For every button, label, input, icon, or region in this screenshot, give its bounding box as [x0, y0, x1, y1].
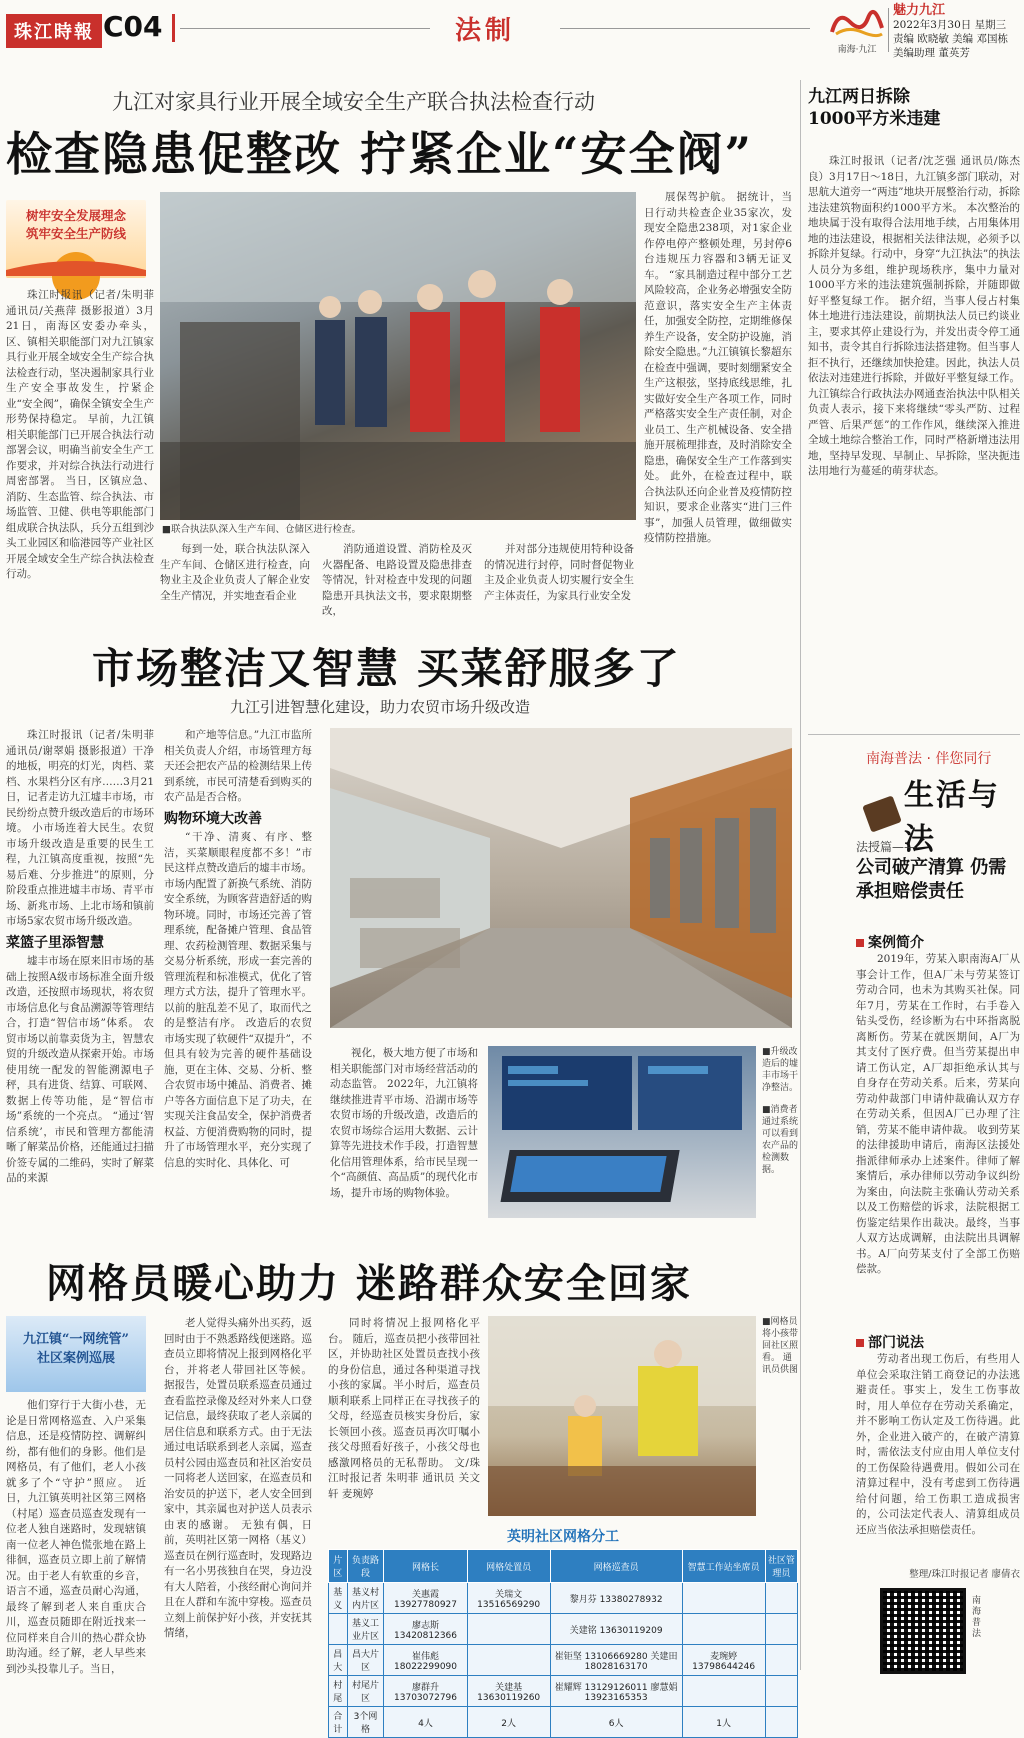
article1-photo — [160, 192, 636, 520]
brand-logo-icon — [828, 8, 886, 38]
article2-column3 — [330, 1046, 478, 1218]
article2-col2b-text: “干净、清爽、有序、整洁，买菜顺眼程度都不多！”市民这样点赞改造后的墟丰市场。市场内配置了新换气系统、消防安全系统，为顾客营造舒适的购物环境。同时，市场还完善了管理系统，配备摊户管理、食品管理、农药检测管理、数据采集与交易分析系统，形成一套完善的管理流程和标准模式，优化了管理方式方法，提升了管理水平。以前的脏乱差不见了，取而代之的是整洁有序。 改造后的农贸市场实现了软硬件“双提升”，不但具有较为完善的硬件基础设施，更在主体、交易、分析、整合农贸市场中摊品、消费者、摊户等各方面信息下足了功夫，在实现关注食品安全，保护消费者权益、方便消费购物的同时，提升了市场管理水平，充分实现了信息的实时化、具体化、可 — [164, 831, 312, 1169]
article3-col1-text: 他们穿行于大街小巷，无论是日常网格巡查、入户采集信息，还是疫情防控、调解纠纷，都有他们的身影。他们是网格员，有了他们，老人小孩就多了个“守护”照应。 近日，九江镇英明社区第三网格（村尾）巡查员巡查发现有一位老人独自迷路时，发现辖镇南一位老人神色慌张地在路上徘徊，巡查员立即上前了解情况。由于老人有软重的乡音，语言不通，巡查员耐心沟通，最终了解到老人来自重庆合川，巡查员随即在附近找来一位同样来自合川的热心群众协助沟通。经了解，老人早些来到沙头投靠儿子。当日， — [6, 1399, 146, 1675]
article1-strip2 — [322, 542, 472, 617]
article2-col2-text: 和产地等信息。”九江市监所相关负责人介绍，市场管理方每天还会把农产品的检测结果上传到系统，市民可清楚看到购买的农产品是否合格。 — [164, 729, 312, 803]
sidebar2-category: 法授篇—— — [856, 840, 917, 854]
proof-line: 美编助理 董英芳 — [893, 47, 970, 59]
article1-strip3-text: 并对部分违规使用特种设备的情况进行封停，同时督促物业主及企业负责人切实履行安全生产主体责任，为家具行业安全发 — [484, 543, 634, 602]
qr-label: 南海普法 — [972, 1596, 982, 1639]
safety-campaign-logo — [6, 200, 146, 278]
newspaper-logo: 珠江時報 — [6, 14, 102, 48]
page-number: C04 — [103, 10, 163, 43]
table-cell: 4人 — [384, 1707, 467, 1738]
sidebar-divider — [800, 80, 801, 1670]
article2-column2 — [164, 728, 312, 1218]
table-row — [329, 1583, 798, 1614]
table-cell: 基义村内片区 — [347, 1583, 384, 1614]
header-rule-left — [180, 28, 430, 29]
article3-headline: 网格员暖心助力 迷路群众安全回家 — [46, 1260, 692, 1307]
article3-photo — [488, 1316, 756, 1516]
campaign-logo-line1: 树牢安全发展理念 — [25, 208, 126, 223]
header-divider-2 — [888, 8, 889, 52]
article2-market-photo — [330, 728, 792, 1028]
column-title-text: 生活与法 — [903, 778, 1000, 857]
issue-date: 2022年3月30日 星期三 — [893, 19, 1007, 31]
article2-kicker: 九江引进智慧化建设，助力农贸市场升级改造 — [230, 698, 531, 716]
article1-strip2-text: 消防通道设置、消防栓及灭火器配备、电路设置及隐患排查等情况，针对检查中发现的问题隐患开具执法文书，要求限期整改， — [322, 543, 472, 617]
table-cell: 崔钜坚 13106669280 关建田 18028163170 — [550, 1645, 682, 1676]
table-header-cell: 智慧工作站坐席员 — [682, 1550, 765, 1583]
table-cell — [765, 1707, 797, 1738]
editor-line: 责编 欧晓敏 美编 邓国栋 — [893, 33, 1009, 45]
case-heading-text: 案例简介 — [868, 935, 924, 951]
article3-column3 — [328, 1316, 480, 1520]
case-bullet-icon — [856, 939, 864, 947]
article1-caption: ■联合执法队深入生产车间、仓储区进行检查。 — [162, 524, 361, 535]
article1-colright-text: 展保驾护航。 据统计，当日行动共检查企业35家次，发现安全隐患238项，对1家企业作停电停产整顿处理，另封停6台违规压力容器和3辆无证叉车。 “家具制造过程中部分工艺风险较高，企业务必增强安全防范意识，落实安全生产主体责任，加强安全防控，定期维修保养生产设备，安全防护设施，消除安全隐患。”九江镇镇长黎超东在检查中强调，要时刻绷紧安全生产这根弦，坚持底线思维，扎实做好安全生产各项工作，同时严格落实安全生产责任制，对企业员工、生产机械设备、安全措施开展梳理排查，及时消除安全隐患，确保安全生产工作落到实处。 此外，在检查过程中，联合执法队还向企业普及疫情防控知识，要求企业落实“进门三件事”，加强人员管理，做细做实疫情防控措施。 — [644, 191, 792, 544]
article3-photo-caption: ■网格员将小孩带回社区照看。 通讯员供图 — [762, 1317, 799, 1375]
article2-col3-text: 视化，极大地方便了市场和相关职能部门对市场经营活动的动态监管。 2022年，九江镇将继续推进青平市场、沿湖市场等农贸市场的升级改造，改造后的农贸市场综合运用大数据、云计算等先进技术作手段，打造智慧化信用管理体系，给市民呈现一个“高颜值、高品质”的现代化市场，提升市场的购物体验。 — [330, 1047, 478, 1199]
grid-management-logo — [6, 1316, 146, 1392]
gavel-icon — [862, 795, 902, 832]
dept-bullet-icon — [856, 1339, 864, 1347]
table-cell: 基义工业片区 — [347, 1614, 384, 1645]
article2-col1-text: 珠江时报讯（记者/朱明菲 通讯员/谢翠娟 摄影报道）干净的地板，明亮的灯光，肉档、菜档、水果档分区有序……3月21日，记者走访九江墟丰市场，市民纷纷点赞升级改造后的市场环境。 小市场连着大民生。农贸市场升级改造是重要的民生工程，九江镇高度重视，按照“先易后难、分步推进”的原则，分阶段重点推进墟丰市场、青平市场、新兆市场、上北市场和镇前市场5家农贸市场升级改造。 — [6, 729, 154, 927]
sidebar2-headline: 公司破产清算 仍需承担赔偿责任 — [856, 857, 1007, 902]
article2-headline: 市场整洁又智慧 买菜舒服多了 — [92, 644, 681, 693]
sidebar2-case-heading — [856, 932, 924, 952]
sidebar1-bottom-rule — [808, 734, 1020, 735]
article2-screen-photo — [488, 1046, 756, 1218]
date-block — [893, 4, 1021, 60]
brand-mark — [828, 8, 886, 55]
table-cell — [329, 1614, 348, 1645]
article2-photo-caption1: ■升级改造后的墟丰市场干净整洁。 — [762, 1047, 799, 1093]
sidebar2-dept-heading — [856, 1332, 924, 1352]
table-cell: 村尾 — [329, 1676, 348, 1707]
table-cell — [765, 1645, 797, 1676]
article1-col1-text: 珠江时报讯（记者/朱明菲 通讯员/关燕萍 摄影报道）3月21日，南海区安委办牵头，区、镇相关职能部门对九江镇家具行业开展全域安全生产综合执法检查行动，坚决遏制家具行业生产安全事故发生，拧紧企业“安全阀”，确保全镇安全生产形势保持稳定。 早前，九江镇相关职能部门已开展合执法行动部署会议，明确当前安全生产工作要求，并对综合执法行动进行周密部署。 当日，区镇应急、消防、生态监管、综合执法、市场监管、卫健、供电等职能部门组成联合执法队，兵分五组到沙头工业园区和临港园等产业社区开展全域安全生产综合执法检查行动。 — [6, 289, 154, 580]
table-cell: 1人 — [682, 1707, 765, 1738]
sidebar2-byline: 整理/珠江时报记者 廖倩衣 — [909, 1569, 1020, 1580]
table-cell: 昌大 — [329, 1645, 348, 1676]
table-cell — [765, 1676, 797, 1707]
sidebar1-text: 珠江时报讯（记者/沈芝强 通讯员/陈杰良）3月17日～18日，九江镇多部门联动，对思航大道旁一“两违”地块开展整治行动，拆除违法建筑物面积约1000平方米。 本次整治的地块属于没有取得合法用地手续，占用集体用地的违法建设，根据相关法律法规，必须予以拆除并复绿。行动中，身穿“九江执法”的执法人员分为多组，维护现场秩序，集中力量对1000平方米的违法建筑强制拆除，并随即做好平整复绿工作。 据介绍，当事人侵占村集体土地进行违法建设，前期执法人员已约谈业主，要求其停止建设行为，并发出责令停工通知书，责令其自行拆除违法搭建物。但当事人拒不执行，还继续加快抢建。因此，执法人员依法对违建进行拆除，并做好平整复绿工作。 九江镇综合行政执法办网通查治执法中队相关负责人表示，接下来将继续“零头严防、过程严管、后果严惩”的工作作风，继续深入推进全域土地综合整治工作，同时严格新增违法用地，坚持早发现、早制止、早拆除，坚决扼违法用地行为蔓延的萌芽状态。 — [808, 155, 1020, 477]
table-cell: 3个网格 — [347, 1707, 384, 1738]
table-cell: 崔耀辉 13129126011 廖慧娟 13923165353 — [550, 1676, 682, 1707]
article1-column-right — [644, 190, 792, 600]
article2-subhead2: 购物环境大改善 — [164, 810, 262, 827]
table-cell: 昌大片区 — [347, 1645, 384, 1676]
sidebar2-case-body — [856, 952, 1020, 1302]
grid-logo-line2: 社区案例巡展 — [36, 1351, 115, 1366]
table-cell: 关瑞文 13516569290 — [467, 1583, 550, 1614]
table-row — [329, 1707, 798, 1738]
table-cell: 关建基 13630119260 — [467, 1676, 550, 1707]
table-cell: 合计 — [329, 1707, 348, 1738]
table-cell: 村尾片区 — [347, 1676, 384, 1707]
table-header-cell: 网格长 — [384, 1550, 467, 1583]
sidebar2-dept-text: 劳动者出现工伤后，有些用人单位会采取注销工商登记的办法逃避责任。事实上，发生工伤事故时，用人单位存在劳动关系确定，并不影响工伤认定及工伤待遇。此外，企业进入破产的，在破产清算时，需依法支付应由用人单位支付的工伤保险待遇费用。假如公司在清算过程中，没有考虑到工伤待遇给付问题，给工伤职工造成损害的，公司法定代表人、清算组成员还应当依法承担赔偿责任。 — [856, 1353, 1020, 1536]
section-name: 法制 — [455, 16, 516, 46]
article2-column1 — [6, 728, 154, 1218]
table-row — [329, 1614, 798, 1645]
table-cell: 2人 — [467, 1707, 550, 1738]
grid-table — [328, 1549, 798, 1738]
table-cell — [765, 1614, 797, 1645]
law-banner: 南海普法 · 伴您同行 — [866, 751, 992, 767]
sidebar1-headline: 九江两日拆除 1000平方米违建 — [808, 87, 941, 129]
article1-strip3 — [484, 542, 634, 602]
table-header-cell: 网格巡查员 — [550, 1550, 682, 1583]
header-divider — [172, 14, 175, 42]
campaign-logo-line2: 筑牢安全生产防线 — [25, 226, 126, 241]
brand-name: 南海·九江 — [837, 45, 877, 55]
table-cell: 基义 — [329, 1583, 348, 1614]
table-cell — [467, 1645, 550, 1676]
table-cell: 崔伟彪 18022299090 — [384, 1645, 467, 1676]
article2-photo-caption2: ■消费者通过系统可以看到农产品的检测数据。 — [762, 1105, 799, 1175]
grid-division-table — [328, 1526, 798, 1738]
article2-subhead1: 菜篮子里添智慧 — [6, 934, 104, 951]
table-cell — [682, 1614, 765, 1645]
traceability-screen-illustration — [488, 1046, 756, 1218]
table-cell: 黎月芬 13380278932 — [550, 1583, 682, 1614]
table-row — [329, 1645, 798, 1676]
table-cell: 6人 — [550, 1707, 682, 1738]
article1-strip1-text: 每到一处，联合执法队深入生产车间、仓储区进行检查，向物业主及企业负责人了解企业安全生产情况，并实地查看企业 — [160, 543, 310, 602]
table-cell: 关建铭 13630119209 — [550, 1614, 682, 1645]
article3-column1 — [6, 1398, 146, 1676]
table-header-cell: 负责路段 — [347, 1550, 384, 1583]
table-row — [329, 1676, 798, 1707]
table-cell: 廖志斯 13420812366 — [384, 1614, 467, 1645]
table-title: 英明社区网格分工 — [507, 1529, 619, 1545]
paper-name: 魅力九江 — [893, 3, 946, 18]
inspection-team-illustration — [160, 192, 636, 520]
sunrise-icon — [6, 242, 146, 276]
article1-column1 — [6, 288, 154, 598]
dept-heading-text: 部门说法 — [868, 1335, 924, 1351]
table-cell — [682, 1583, 765, 1614]
header-rule-right — [560, 28, 810, 29]
sidebar2-case-text: 2019年，劳某入职南海A厂从事会计工作，但A厂未与劳某签订劳动合同，也未为其购买社保。同年7月，劳某在工作时，右手卷入钻头受伤，经诊断为右中环指离脱离断伤。劳某在就医期间，A厂为其支付了医疗费。但当劳某提出申请工伤认定，A厂却拒绝承认其与自身存在劳动关系。后来，劳某向劳动仲裁部门申请仲裁确认双方存在劳动关系，但因A厂已办理了注销，劳某不能申请仲裁。 收到劳某的法律援助申请后，南海区法援处指派律师承办上述案件。律师了解案情后，承办律师以劳动争议纠纷为案由，向法院主张确认劳动关系以及工伤赔偿的诉求，法院根据工伤鉴定结果作出裁决。最终，当事人双方达成调解，由法院出具调解书。A厂向劳某支付了全部工伤赔偿款。 — [856, 953, 1020, 1275]
article1-strip1 — [160, 542, 310, 602]
article1-kicker: 九江对家具行业开展全域安全生产联合执法检查行动 — [112, 90, 595, 114]
table-header-cell: 社区管理员 — [765, 1550, 797, 1583]
table-cell: 麦琬婷 13798644246 — [682, 1645, 765, 1676]
table-header-cell: 片区 — [329, 1550, 348, 1583]
article3-col2-text: 老人觉得头痛外出买药，返回时由于不熟悉路线便迷路。巡查员立即将情况上报到网格化平台，并将老人带回社区等候。 据报告，处置员联系巡查员通过查看监控录像及经对外来人口登记信息，最终获取了老人亲属的居住信息和联系方式。由于无法通过电话联系到老人亲属，巡查员村公园由巡查员和社区治安员一同将老人送回家，在巡查员和治安员的护送下，老人安全回到家中，其亲属也对护送人员表示由衷的感谢。 无独有偶，日前，英明社区第一网格（基义）巡查员在例行巡查时，发现路边有一名小男孩独自在哭，身边没有大人陪着，小孩经耐心询问并且在人群和车流中穿梭。巡查员立刻上前保护好小孩，并安抚其情绪， — [164, 1317, 312, 1639]
article3-column2 — [164, 1316, 312, 1676]
article1-headline: 检查隐患促整改 拧紧企业“安全阀” — [6, 127, 753, 181]
table-cell — [467, 1614, 550, 1645]
market-hall-illustration — [330, 728, 792, 1028]
table-cell — [682, 1676, 765, 1707]
table-cell: 关惠霞 13927780927 — [384, 1583, 467, 1614]
qr-code[interactable] — [880, 1588, 966, 1674]
sidebar1-body — [808, 154, 1020, 694]
table-header-cell: 网格处置员 — [467, 1550, 550, 1583]
table-cell: 廖群升 13703072796 — [384, 1676, 467, 1707]
article2-col1b-text: 墟丰市场在原来旧市场的基础上按照A级市场标准全面升级改造，还按照市场现状，将农贸市场信息化与食品溯源等管理结合，打造“智信市场”体系。 农贸市场以前靠卖货为主，智慧农贸的升级改造从探索开始。市场使用统一配发的智能溯源电子秤，具有进货、结算、可联网、数据上传等功能，是“智信市场”系统的一个亮点。 “通过‘智信系统’，市民和管理方都能清晰了解菜品价格，还能通过扫描价签专属的二维码，实时了解菜品的来源 — [6, 955, 154, 1184]
grid-worker-child-illustration — [488, 1316, 756, 1516]
sidebar2-dept-body — [856, 1352, 1020, 1552]
grid-logo-line1: 九江镇“一网统管” — [23, 1332, 129, 1347]
table-cell — [765, 1583, 797, 1614]
article3-col3-text: 同时将情况上报网格化平台。 随后，巡查员把小孩带回社区，并协助社区处置员查找小孩的身份信息，通过各种渠道寻找小孩的家属。半小时后，巡查员顺利联系上同样正在寻找孩子的父母，经巡查员核实身份后，家长领回小孩。巡查员再次叮嘱小孩父母照看好孩子，小孩父母也感激网格员的无私帮助。 文/珠江时报记者 朱明菲 通讯员 关文轩 麦琬婷 — [328, 1317, 480, 1500]
